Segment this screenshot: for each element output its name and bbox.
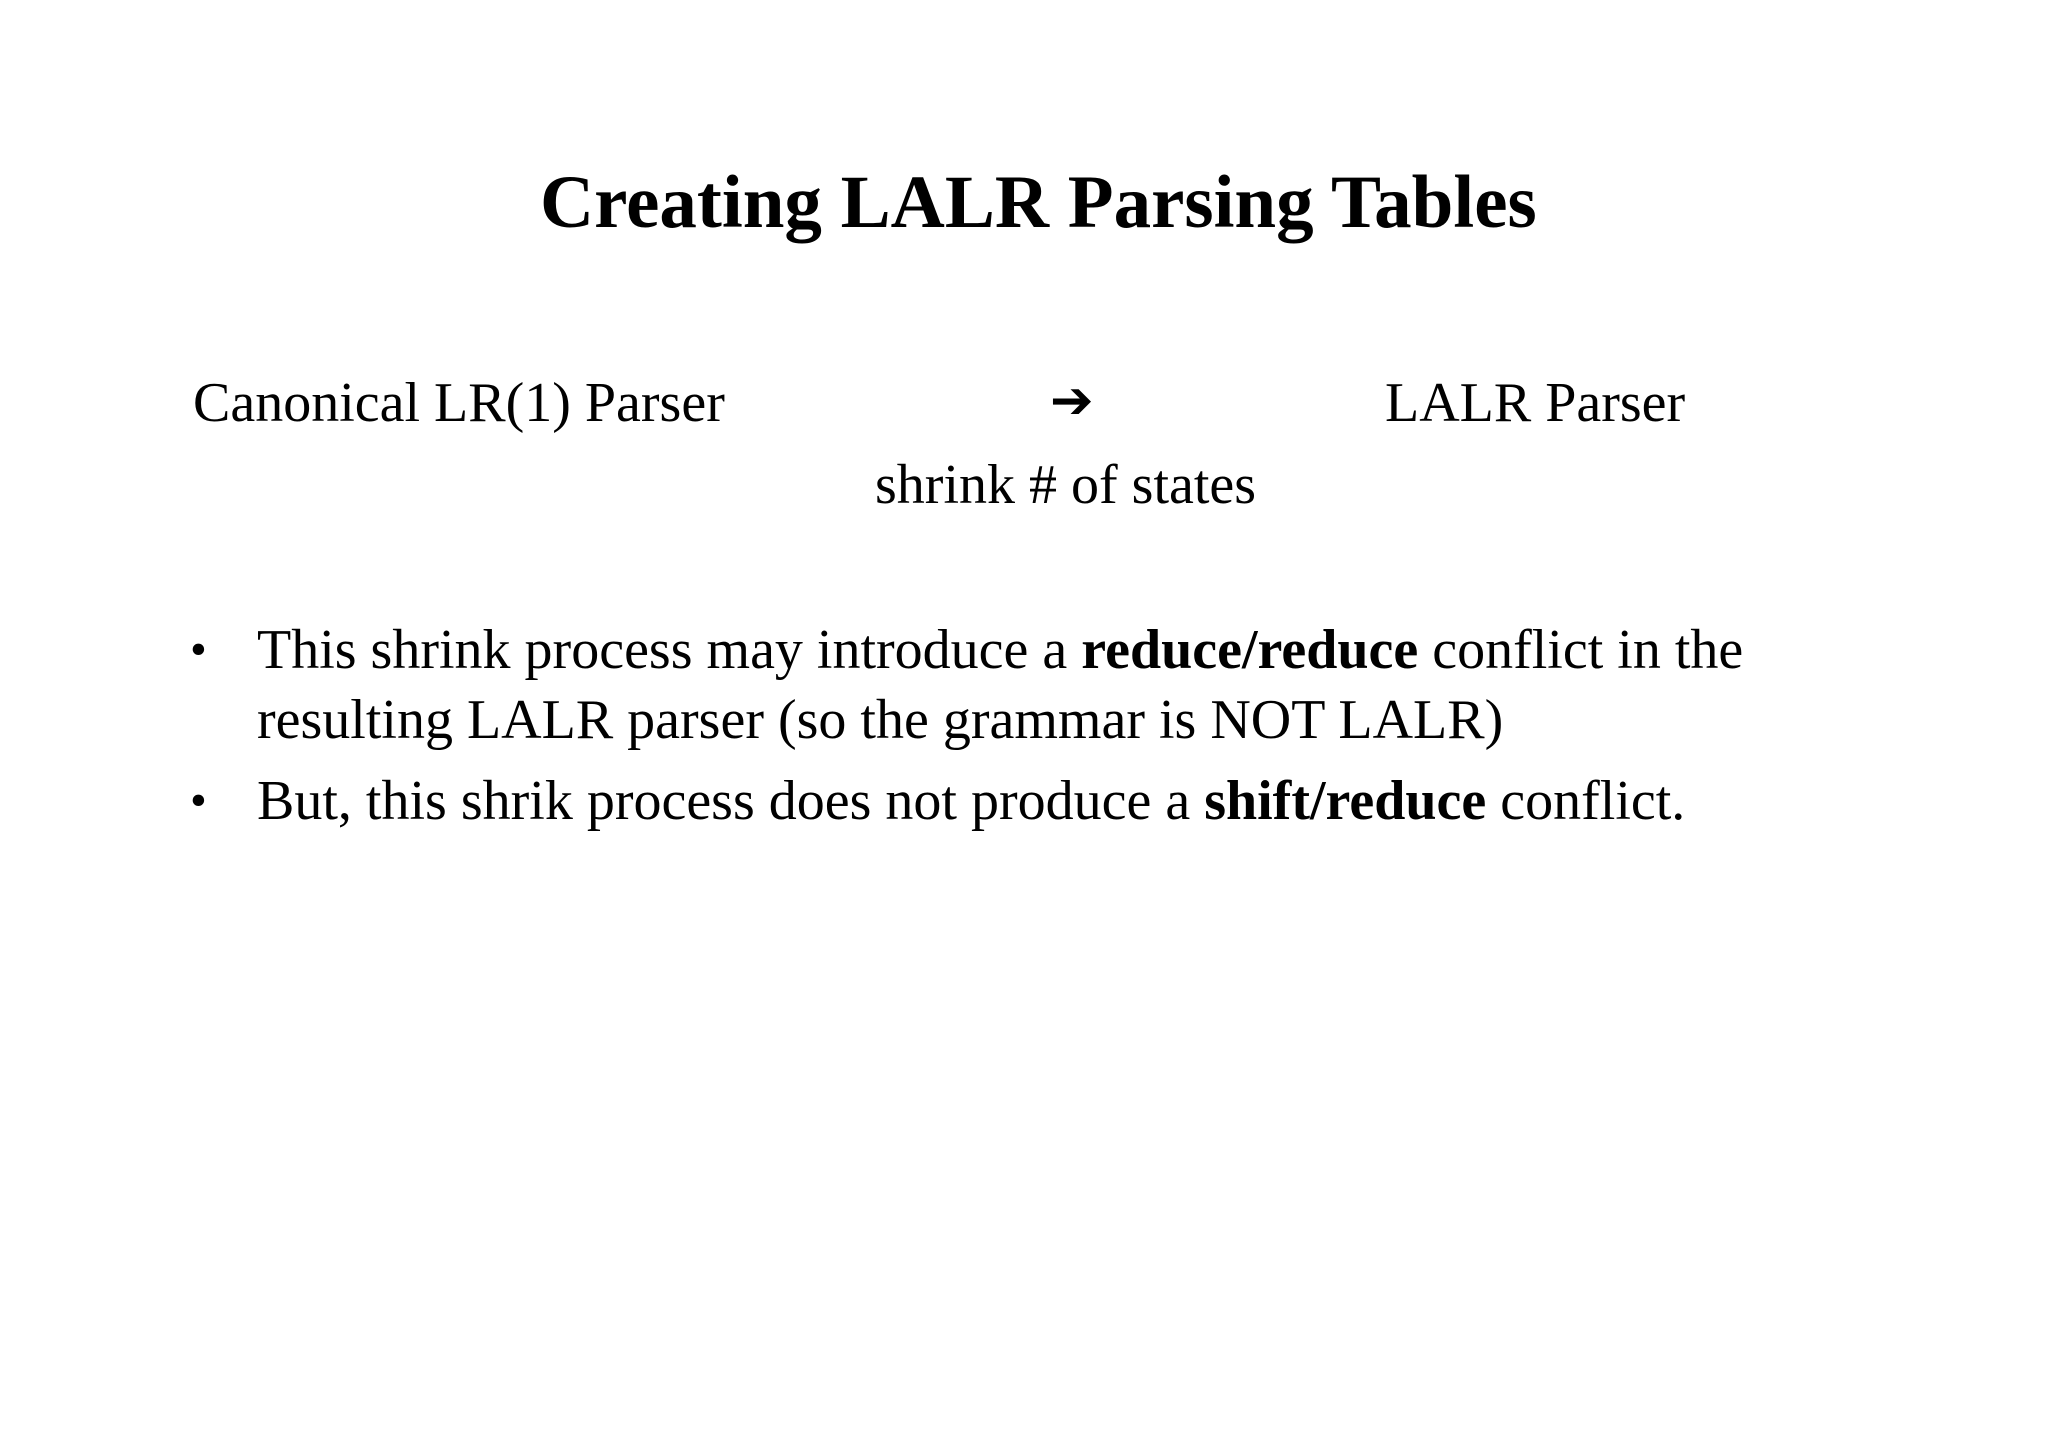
bullet-dot-icon: • (190, 623, 207, 676)
flow-to-label: LALR Parser (1385, 372, 1686, 434)
bullet-text-before: This shrink process may introduce a (257, 619, 1082, 681)
flow-from-label: Canonical LR(1) Parser (193, 372, 725, 434)
bullet-text-bold: reduce/reduce (1081, 619, 1419, 681)
bullet-text-before: But, this shrik process does not produce a (257, 770, 1205, 832)
bullet-list (190, 615, 1890, 847)
bullet-text-after: conflict in the resulting LALR parser (so the grammar is NOT LALR) (257, 619, 1744, 751)
bullet-text (257, 770, 1685, 832)
right-arrow-icon: ➔ (1050, 371, 1094, 431)
bullet-item-shift-reduce (190, 766, 1890, 836)
bullet-dot-icon: • (190, 774, 207, 827)
bullet-text-after: conflict. (1486, 770, 1686, 832)
flow-caption: shrink # of states (875, 454, 1257, 516)
slide-title-text: Creating LALR Parsing Tables (540, 161, 1537, 244)
bullet-text-bold: shift/reduce (1204, 770, 1487, 832)
bullet-item-reduce-reduce (190, 615, 1890, 755)
bullet-text (257, 619, 1743, 751)
